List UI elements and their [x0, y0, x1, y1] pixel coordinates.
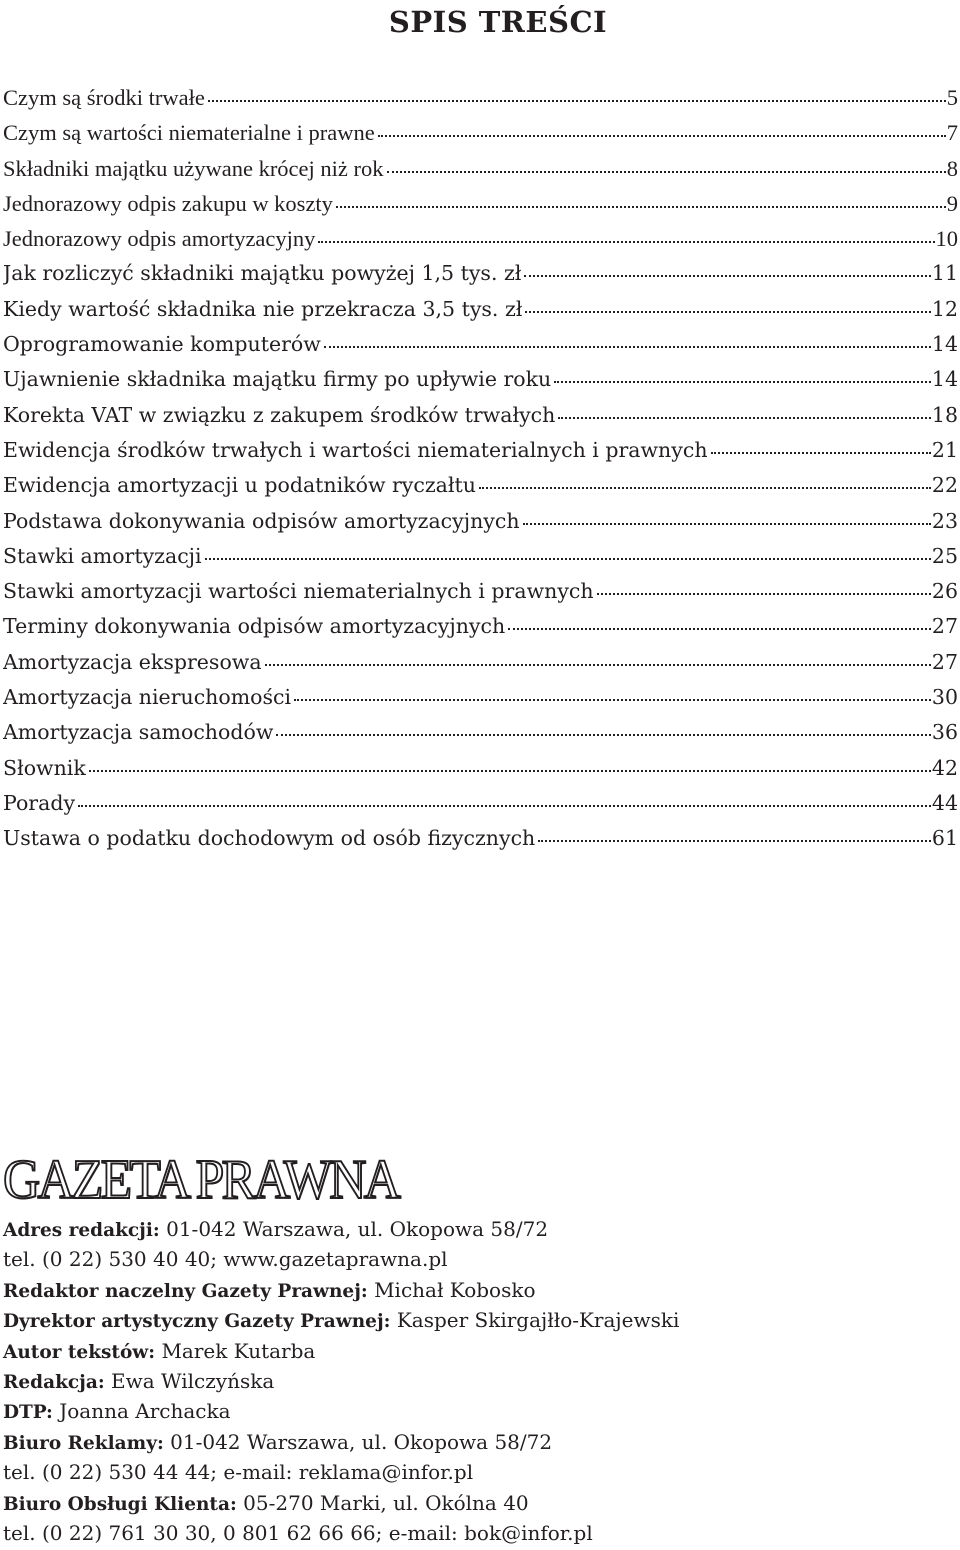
- colophon-key: Redakcja:: [3, 1371, 105, 1393]
- colophon-line: [3, 1427, 958, 1457]
- toc-entry-page: 18: [931, 402, 958, 427]
- toc-entry[interactable]: [3, 256, 958, 291]
- toc-entry-label: Oprogramowanie komputerów: [3, 332, 321, 357]
- toc-entry-label: Porady: [3, 790, 76, 815]
- toc-entry-label: Amortyzacja ekspresowa: [3, 649, 262, 674]
- page-title: SPIS TREŚCI: [388, 5, 608, 39]
- dot-leader: [525, 296, 930, 316]
- toc-entry-label: Ewidencja amortyzacji u podatników ryczałtu: [3, 473, 476, 498]
- toc-entry[interactable]: [3, 821, 958, 856]
- colophon-value: Michał Kobosko: [374, 1277, 536, 1302]
- toc-entry-page: 9: [946, 190, 958, 216]
- toc-entry[interactable]: [3, 186, 958, 221]
- colophon-key: Biuro Obsługi Klienta:: [3, 1493, 237, 1515]
- toc-entry[interactable]: [3, 80, 958, 115]
- dot-leader: [324, 331, 931, 351]
- toc-entry-label: Amortyzacja samochodów: [3, 720, 274, 745]
- toc-entry-label: Kiedy wartość składnika nie przekracza 3,5 tys. zł: [3, 296, 523, 321]
- colophon-line: [3, 1244, 958, 1274]
- dot-leader: [294, 684, 931, 704]
- dot-leader: [597, 578, 931, 598]
- colophon-key: Redaktor naczelny Gazety Prawnej:: [3, 1280, 368, 1302]
- toc-entry-label: Stawki amortyzacji: [3, 543, 202, 568]
- toc-entry-page: 14: [931, 332, 958, 357]
- toc-entry-label: Czym są wartości niematerialne i prawne: [3, 120, 375, 146]
- toc-entry-label: Ewidencja środków trwałych i wartości niematerialnych i prawnych: [3, 437, 708, 462]
- toc-entry-page: 26: [931, 579, 958, 604]
- dot-leader: [554, 366, 931, 386]
- toc-entry-label: Amortyzacja nieruchomości: [3, 685, 292, 710]
- colophon-line: [3, 1336, 958, 1366]
- toc-entry[interactable]: [3, 151, 958, 186]
- colophon-line: [3, 1396, 958, 1426]
- dot-leader: [208, 85, 946, 105]
- colophon-value: tel. (0 22) 761 30 30, 0 801 62 66 66; e-mail: bok@infor.pl: [3, 1520, 593, 1545]
- toc-entry[interactable]: [3, 715, 958, 750]
- toc-entry-label: Korekta VAT w związku z zakupem środków trwałych: [3, 402, 556, 427]
- toc-entry[interactable]: [3, 433, 958, 468]
- toc-entry[interactable]: [3, 574, 958, 609]
- colophon-line: [3, 1305, 958, 1335]
- colophon-key: Adres redakcji:: [3, 1220, 160, 1241]
- dot-leader: [524, 260, 930, 280]
- toc-entry-page: 21: [931, 437, 958, 462]
- dot-leader: [479, 472, 931, 492]
- dot-leader: [558, 402, 931, 422]
- colophon-value: Ewa Wilczyńska: [111, 1368, 275, 1393]
- toc-entry-page: 36: [931, 720, 958, 745]
- toc-entry[interactable]: [3, 398, 958, 433]
- toc-entry[interactable]: [3, 115, 958, 150]
- colophon-line: [3, 1275, 958, 1305]
- colophon: [3, 1214, 958, 1548]
- table-of-contents: [3, 80, 958, 857]
- toc-entry-label: Stawki amortyzacji wartości niematerialnych i prawnych: [3, 579, 594, 604]
- toc-entry[interactable]: [3, 292, 958, 327]
- colophon-line: [3, 1214, 958, 1244]
- toc-entry-label: Ujawnienie składnika majątku firmy po upływie roku: [3, 367, 552, 392]
- dot-leader: [89, 755, 931, 775]
- toc-entry-label: Jak rozliczyć składniki majątku powyżej 1,5 tys. zł: [3, 261, 522, 286]
- colophon-value: 05-270 Marki, ul. Okólna 40: [243, 1490, 529, 1515]
- toc-entry[interactable]: [3, 539, 958, 574]
- dot-leader: [523, 508, 931, 528]
- dot-leader: [205, 543, 931, 563]
- dot-leader: [78, 790, 931, 810]
- toc-entry-label: Podstawa dokonywania odpisów amortyzacyjnych: [3, 508, 520, 533]
- colophon-key: Dyrektor artystyczny Gazety Prawnej:: [3, 1311, 391, 1333]
- toc-entry-page: 25: [931, 543, 958, 568]
- colophon-line: [3, 1518, 958, 1548]
- colophon-line: [3, 1457, 958, 1487]
- toc-entry[interactable]: [3, 609, 958, 644]
- toc-entry-page: 8: [946, 155, 958, 181]
- toc-entry[interactable]: [3, 786, 958, 821]
- dot-leader: [318, 226, 934, 246]
- dot-leader: [265, 649, 931, 669]
- toc-entry-page: 27: [931, 649, 958, 674]
- toc-entry-label: Jednorazowy odpis amortyzacyjny: [3, 226, 316, 252]
- colophon-line: [3, 1366, 958, 1396]
- toc-entry[interactable]: [3, 645, 958, 680]
- toc-entry-label: Jednorazowy odpis zakupu w koszty: [3, 190, 333, 216]
- toc-entry-label: Ustawa o podatku dochodowym od osób fizycznych: [3, 826, 536, 851]
- toc-entry-page: 30: [931, 685, 958, 710]
- toc-entry-label: Słownik: [3, 755, 86, 780]
- toc-entry-page: 42: [931, 755, 958, 780]
- colophon-value: tel. (0 22) 530 40 40; www.gazetaprawna.pl: [3, 1247, 448, 1272]
- dot-leader: [387, 156, 946, 176]
- colophon-value: Marek Kutarba: [161, 1338, 316, 1363]
- toc-entry-page: 7: [946, 120, 958, 146]
- dot-leader: [378, 120, 946, 140]
- colophon-key: DTP:: [3, 1402, 53, 1424]
- toc-entry-page: 44: [931, 790, 958, 815]
- colophon-key: Biuro Reklamy:: [3, 1432, 164, 1454]
- colophon-line: [3, 1488, 958, 1518]
- toc-entry-page: 61: [931, 826, 958, 851]
- dot-leader: [276, 719, 931, 739]
- toc-entry-page: 27: [931, 614, 958, 639]
- toc-entry[interactable]: [3, 680, 958, 715]
- toc-entry[interactable]: [3, 221, 958, 256]
- toc-entry-label: Terminy dokonywania odpisów amortyzacyjnych: [3, 614, 506, 639]
- toc-entry[interactable]: [3, 327, 958, 362]
- colophon-value: Joanna Archacka: [59, 1399, 231, 1424]
- colophon-value: 01-042 Warszawa, ul. Okopowa 58/72: [170, 1429, 553, 1454]
- toc-entry-page: 12: [931, 296, 958, 321]
- dot-leader: [336, 191, 946, 211]
- dot-leader: [508, 613, 931, 633]
- colophon-value: tel. (0 22) 530 44 44; e-mail: reklama@infor.pl: [3, 1460, 474, 1485]
- dot-leader: [711, 437, 931, 457]
- colophon-value: 01-042 Warszawa, ul. Okopowa 58/72: [166, 1217, 549, 1241]
- toc-entry-page: 14: [931, 367, 958, 392]
- toc-entry-label: Składniki majątku używane krócej niż rok: [3, 155, 384, 181]
- dot-leader: [538, 825, 931, 845]
- toc-entry-page: 10: [935, 226, 958, 252]
- toc-entry-page: 22: [931, 473, 958, 498]
- toc-entry[interactable]: [3, 362, 958, 397]
- colophon-key: Autor tekstów:: [3, 1341, 156, 1363]
- toc-entry-page: 5: [946, 85, 958, 110]
- toc-entry[interactable]: [3, 468, 958, 503]
- toc-entry[interactable]: [3, 504, 958, 539]
- gazeta-prawna-logo: GAZETA PRAWNA: [3, 1149, 399, 1211]
- colophon-value: Kasper Skirgajłło-Krajewski: [396, 1308, 680, 1333]
- toc-entry-page: 11: [931, 261, 958, 286]
- toc-entry-label: Czym są środki trwałe: [3, 85, 205, 110]
- toc-entry[interactable]: [3, 751, 958, 786]
- toc-entry-page: 23: [931, 508, 958, 533]
